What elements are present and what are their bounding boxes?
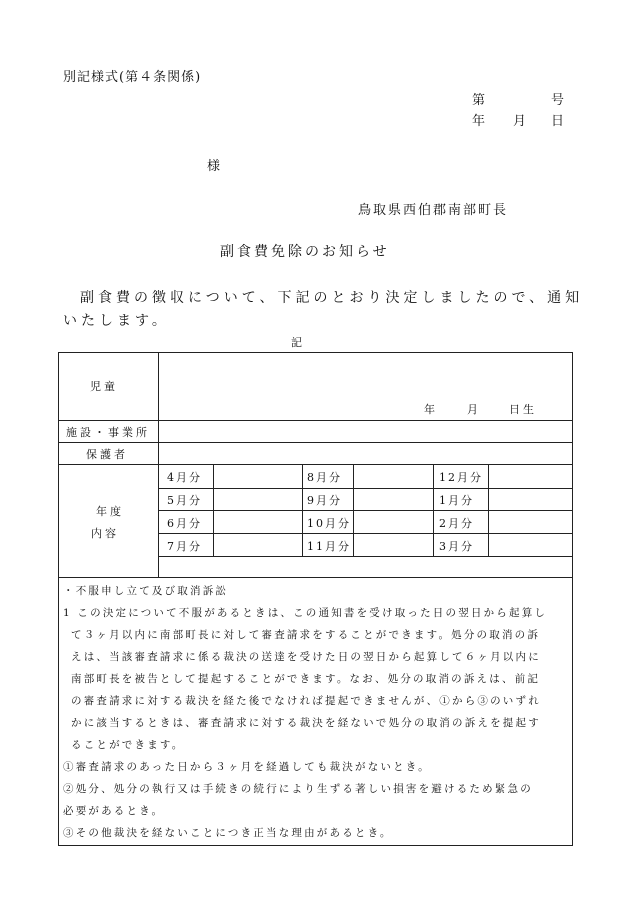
notes-paragraph-line: ることができます。 — [71, 739, 185, 751]
notes-item-2-line2: 必要があるとき。 — [63, 805, 165, 817]
table-divider — [488, 464, 489, 556]
notes-paragraph-line: の審査請求に対する裁決を経た後でなければ提起できませんが、①から③のいずれ — [71, 695, 541, 707]
form-label: 別記様式(第４条関係) — [63, 70, 202, 85]
guardian-label: 保護者 — [86, 448, 128, 461]
notes-paragraph-line: かに該当するときは、審査請求に対する裁決を経ないで処分の取消の訴えを提起す — [71, 717, 541, 729]
document-number-prefix: 第 — [472, 93, 486, 108]
month-cell: 11月分 — [307, 540, 351, 553]
month-cell: 5月分 — [167, 494, 202, 507]
month-cell: 8月分 — [307, 471, 342, 484]
table-divider — [158, 556, 573, 557]
document-number-suffix: 号 — [551, 93, 565, 108]
month-cell: 12月分 — [439, 471, 483, 484]
ki-label: 記 — [291, 336, 302, 349]
recipient-honorific: 様 — [207, 159, 221, 174]
month-cell: 10月分 — [307, 517, 351, 530]
issue-date-month: 月 — [513, 114, 527, 129]
notes-paragraph-line: えは、当該審査請求に係る裁決の送達を受けた日の翌日から起算して６ヶ月以内に — [71, 651, 541, 663]
month-cell: 7月分 — [167, 540, 202, 553]
notes-paragraph-line: て３ヶ月以内に南部町長に対して審査請求をすることができます。処分の取消の訴 — [71, 629, 541, 641]
content-label-year: 年度 — [96, 505, 124, 518]
body-text-line1: 副食費の徴収について、下記のとおり決定しましたので、通知 — [80, 290, 584, 306]
table-divider — [58, 464, 573, 465]
facility-label: 施設・事業所 — [66, 426, 150, 439]
notes-item-3: ③その他裁決を経ないことにつき正当な理由があるとき。 — [63, 827, 393, 839]
birth-day-label: 日生 — [509, 403, 537, 416]
table-divider — [58, 577, 573, 578]
table-divider — [433, 464, 434, 556]
notes-heading: ・不服申し立て及び取消訴訟 — [63, 585, 229, 597]
table-divider — [353, 464, 354, 556]
table-divider — [158, 533, 573, 534]
content-label-content: 内容 — [91, 527, 119, 540]
month-cell: 4月分 — [167, 471, 202, 484]
issue-date-year: 年 — [472, 114, 486, 129]
issue-date-day: 日 — [551, 114, 565, 129]
month-cell: 6月分 — [167, 517, 202, 530]
body-text-line2: いたします。 — [63, 313, 170, 329]
month-cell: 1月分 — [439, 494, 474, 507]
notes-item-2-line1: ②処分、処分の執行又は手続きの続行により生ずる著しい損害を避けるため緊急の — [63, 783, 533, 795]
table-divider — [58, 442, 573, 443]
document-title: 副食費免除のお知らせ — [220, 244, 390, 260]
table-divider — [302, 464, 303, 556]
table-divider — [58, 420, 573, 421]
month-cell: 3月分 — [439, 540, 474, 553]
birth-year-label: 年 — [424, 403, 435, 416]
month-cell: 9月分 — [307, 494, 342, 507]
month-cell: 2月分 — [439, 517, 474, 530]
table-divider — [213, 464, 214, 556]
child-label: 児童 — [90, 380, 118, 393]
notes-item-1: ①審査請求のあった日から３ヶ月を経過しても裁決がないとき。 — [63, 761, 431, 773]
issuer-name: 鳥取県西伯郡南部町長 — [358, 203, 509, 218]
notes-paragraph-line: 1 この決定について不服があるときは、この通知書を受け取った日の翌日から起算し — [63, 607, 548, 619]
birth-month-label: 月 — [467, 403, 478, 416]
table-divider — [158, 510, 573, 511]
notes-paragraph-line: 南部町長を被告として提起することができます。なお、処分の取消の訴えは、前記 — [71, 673, 541, 685]
table-divider — [158, 488, 573, 489]
table-divider — [158, 352, 159, 577]
